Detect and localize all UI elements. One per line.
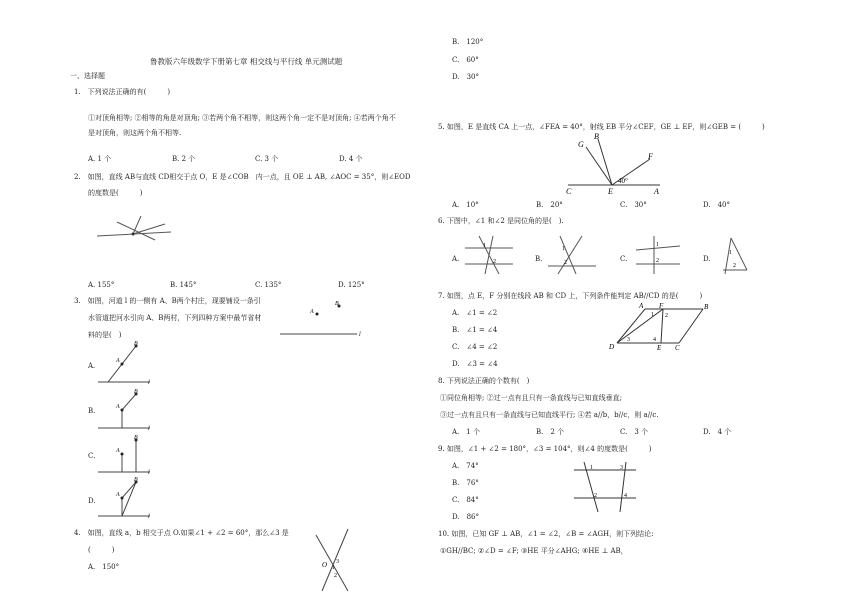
q5-figure	[560, 133, 670, 195]
q7-label-e: E	[657, 344, 662, 351]
q8-option-b[interactable]: B. 2 个	[536, 428, 565, 436]
q1-body: ①对顶角相等; ②相等的角是对顶角; ③若两个角不相等，则这两个角一定不是对顶角; ④若两个角不	[88, 114, 396, 122]
q5-option-b[interactable]: B. 20°	[536, 201, 563, 209]
svg-text:3: 3	[627, 337, 630, 343]
svg-text:2: 2	[733, 263, 736, 269]
svg-text:A: A	[116, 492, 120, 498]
q8-option-a[interactable]: A. 1 个	[452, 428, 480, 436]
q8-option-d[interactable]: D. 4 个	[703, 428, 732, 436]
svg-text:O: O	[322, 561, 328, 569]
q6-option-b[interactable]: B.	[535, 255, 543, 263]
q1-option-a[interactable]: A. 1 个	[88, 155, 112, 163]
q7-option-c[interactable]: C. ∠4 = ∠2	[452, 343, 498, 351]
q8-body: ①同位角相等; ②过一点有且只有一条直线与已知直线垂直;	[440, 394, 622, 402]
svg-text:1: 1	[483, 243, 486, 249]
q6-option-a-figure	[463, 234, 517, 276]
q4-figure	[308, 525, 358, 595]
q5-label-e: E	[608, 187, 613, 195]
q7-option-d[interactable]: D. ∠3 = ∠4	[452, 360, 498, 368]
svg-text:B: B	[134, 477, 138, 483]
document-title: 鲁教版六年级数学下册第七章 相交线与平行线 单元测试题	[150, 57, 343, 66]
svg-text:B: B	[134, 389, 138, 395]
q7-option-b[interactable]: B. ∠1 = ∠4	[452, 326, 498, 334]
svg-text:l: l	[359, 332, 361, 338]
q4-option-d[interactable]: D. 30°	[452, 73, 479, 81]
svg-text:B: B	[335, 301, 339, 307]
svg-text:1: 1	[562, 246, 565, 252]
q3-line-3: 料的是( )	[88, 331, 122, 339]
svg-text:A: A	[116, 404, 120, 410]
q6-option-c-figure	[632, 234, 686, 276]
q2-option-a[interactable]: A. 155°	[88, 281, 115, 289]
q3-option-a[interactable]: A.	[88, 362, 96, 370]
svg-text:1: 1	[590, 465, 593, 471]
svg-text:1: 1	[656, 242, 659, 248]
q6-option-b-figure	[546, 234, 600, 276]
q1-option-b[interactable]: B. 2 个	[172, 155, 196, 163]
svg-text:1: 1	[332, 565, 335, 571]
svg-text:B: B	[134, 341, 138, 347]
q5-label-a: A	[654, 187, 659, 195]
svg-text:A: A	[116, 448, 120, 454]
q3-option-a-figure	[96, 340, 156, 388]
q9-option-c[interactable]: C. 84°	[452, 496, 479, 504]
svg-text:1: 1	[651, 312, 654, 318]
svg-text:l: l	[148, 426, 150, 432]
svg-text:4: 4	[653, 337, 656, 343]
q2-stem: 2. 如图，直线 AB与直线 CD相交于点 O，E 是∠COB 内一点，且 OE ⊥ AB, ∠AOC = 35°，则∠EOD	[74, 173, 411, 181]
svg-text:A: A	[310, 309, 314, 315]
q3-line-1: 3. 如图，河道 l 的一侧有 A、B两个村庄，现要铺设一条引	[74, 297, 261, 305]
q1-body-2: 是对顶角，则这两个角不相等.	[88, 129, 182, 137]
q5-option-d[interactable]: D. 40°	[703, 201, 730, 209]
svg-text:l: l	[148, 514, 150, 520]
q1-option-c[interactable]: C. 3 个	[255, 155, 279, 163]
q5-stem: 5. 如图，E 是直线 CA 上一点，∠FEA = 40°，射线 EB 平分∠CEF，GE ⊥ EF，则∠GEB = ( )	[438, 123, 765, 131]
q7-figure	[605, 299, 715, 351]
svg-text:2: 2	[564, 260, 567, 266]
q1-stem: 1. 下列说法正确的有( )	[74, 88, 171, 96]
q9-option-a[interactable]: A. 74°	[452, 462, 479, 470]
q7-label-f: F	[659, 302, 664, 310]
q4-stem: 4. 如图，直线 a，b 相交于点 O.如果∠1 + ∠2 = 60°，那么∠3 是	[74, 529, 289, 537]
q5-label-c: C	[566, 187, 572, 195]
q10-stem: 10. 如图，已知 GF ⊥ AB，∠1 = ∠2，∠B = ∠AGH，则下列结论:	[438, 530, 654, 538]
q8-stem: 8. 下列说法正确的个数有( )	[438, 377, 530, 385]
q2-stem-2: 的度数是( )	[88, 189, 143, 197]
q5-label-b: B	[594, 133, 599, 141]
q8-option-c[interactable]: C. 3 个	[620, 428, 649, 436]
svg-text:l: l	[148, 470, 150, 476]
q6-option-d[interactable]: D.	[703, 255, 711, 263]
q3-option-c[interactable]: C.	[88, 452, 96, 460]
q3-option-b[interactable]: B.	[88, 407, 96, 415]
q7-stem: 7. 如图，点 E，F 分别在线段 AB 和 CD 上，下列条件能判定 AB//CD 的是( )	[438, 292, 703, 300]
q2-option-c[interactable]: C. 135°	[255, 281, 282, 289]
q3-option-d[interactable]: D.	[88, 497, 96, 505]
q4-option-c[interactable]: C. 60°	[452, 56, 479, 64]
q9-figure	[570, 460, 640, 514]
q7-option-a[interactable]: A. ∠1 = ∠2	[452, 309, 498, 317]
svg-text:1: 1	[729, 250, 732, 256]
q2-figure	[95, 212, 175, 242]
svg-text:3: 3	[620, 465, 623, 471]
q3-option-b-figure	[96, 386, 156, 434]
svg-text:2: 2	[594, 493, 597, 499]
q9-option-b[interactable]: B. 76°	[452, 479, 479, 487]
q9-stem: 9. 如图，∠1 + ∠2 = 180°，∠3 = 104°，则∠4 的度数是( )	[438, 445, 652, 453]
svg-text:3: 3	[336, 559, 339, 565]
q4-option-b[interactable]: B. 120°	[452, 38, 484, 46]
q3-figure	[275, 300, 365, 340]
q6-option-c[interactable]: C.	[620, 255, 628, 263]
q4-option-a[interactable]: A. 150°	[88, 563, 120, 571]
svg-text:4: 4	[624, 493, 627, 499]
svg-text:l: l	[148, 380, 150, 386]
q5-label-f: F	[648, 152, 653, 161]
q6-option-a[interactable]: A.	[452, 255, 460, 263]
q2-option-b[interactable]: B. 145°	[170, 281, 197, 289]
q5-label-angle: 40°	[618, 177, 628, 185]
q8-body-2: ③过一点有且只有一条直线与已知直线平行; ④若 a//b，b//c，则 a//c.	[440, 411, 659, 419]
svg-text:B: B	[134, 435, 138, 441]
q2-option-d[interactable]: D. 125°	[338, 281, 365, 289]
q7-label-c: C	[675, 344, 680, 351]
q5-option-c[interactable]: C. 30°	[620, 201, 647, 209]
section-heading: 一、选择题	[70, 72, 105, 80]
q7-label-d: D	[609, 343, 615, 351]
q6-stem: 6. 下图中，∠1 和∠2 是同位角的是( ).	[438, 217, 564, 225]
svg-text:2: 2	[665, 313, 668, 319]
svg-text:2: 2	[334, 573, 337, 579]
q3-line-2: 水管道把河水引向 A、B两村，下列四种方案中最节省材	[88, 314, 262, 322]
q9-option-d[interactable]: D. 86°	[452, 513, 479, 521]
svg-text:2: 2	[656, 258, 659, 264]
q6-option-d-figure	[715, 234, 755, 276]
q5-label-g: G	[578, 140, 584, 149]
q5-option-a[interactable]: A. 10°	[452, 201, 479, 209]
q10-body: ①GH//BC; ②∠D = ∠F; ③HE 平分∠AHG; ④HE ⊥ AB，	[440, 547, 628, 555]
q3-option-d-figure	[96, 474, 156, 522]
svg-text:2: 2	[493, 259, 496, 265]
q7-label-b: B	[704, 303, 709, 311]
svg-text:A: A	[116, 358, 120, 364]
q1-option-d[interactable]: D. 4 个	[339, 155, 363, 163]
q3-option-c-figure	[96, 430, 156, 478]
q7-label-a: A	[639, 302, 644, 310]
q4-stem-2: ( )	[88, 546, 115, 554]
